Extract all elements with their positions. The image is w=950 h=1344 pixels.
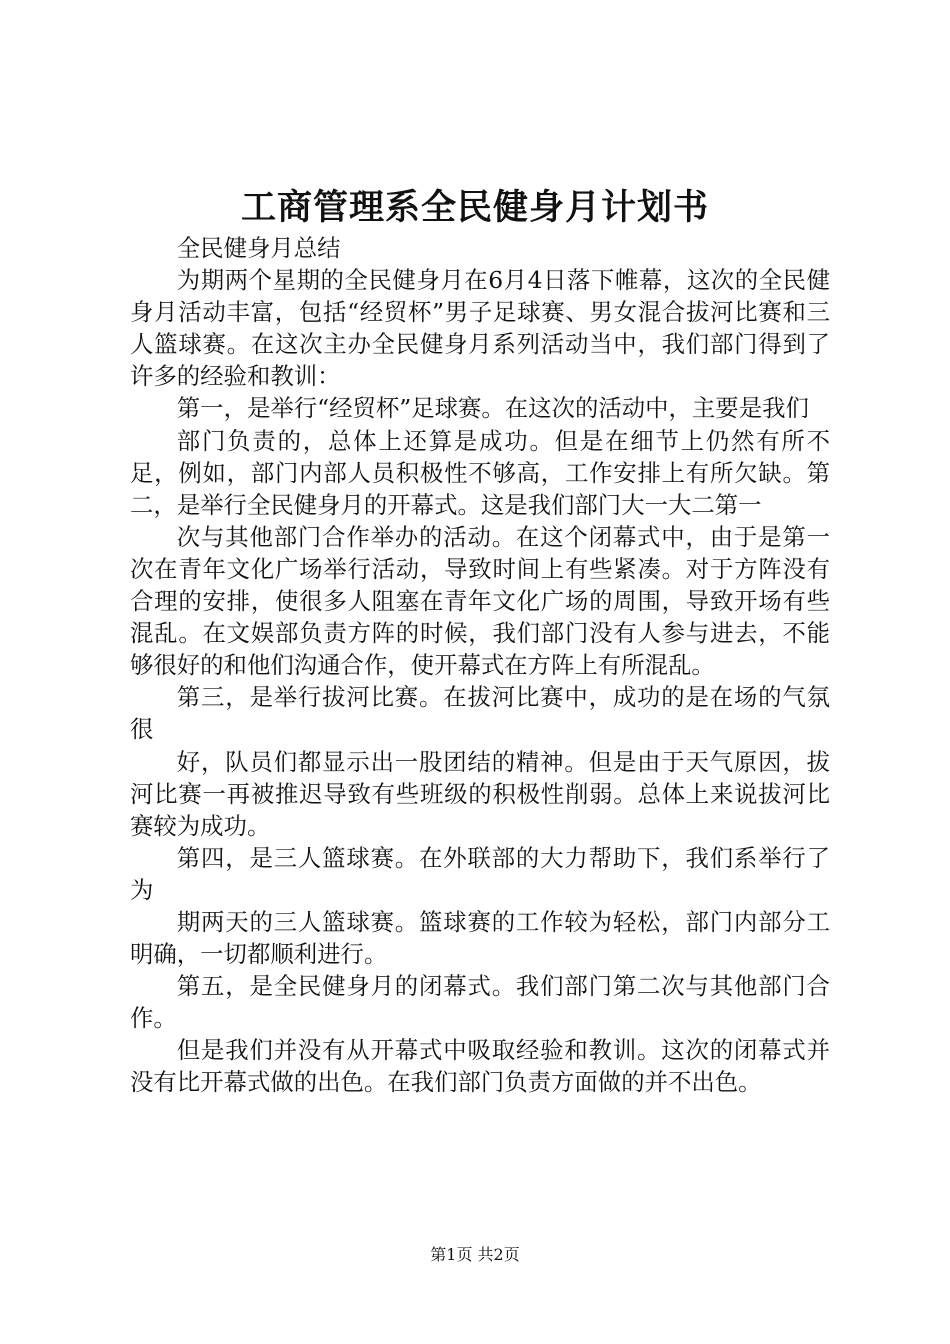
document-title: 工商管理系全民健身月计划书 (240, 187, 709, 228)
paragraph: 第一，是举行“经贸杯”足球赛。在这次的活动中，主要是我们 (176, 394, 809, 423)
paragraph: 第四，是三人篮球赛。在外联部的大力帮助下，我们系举行了为 (130, 843, 830, 904)
paragraph: 次与其他部门合作举办的活动。在这个闭幕式中，由于是第一次在青年文化广场举行活动，导致时间上有些紧凑。对于方阵没有合理的安排，使很多人阻塞在青年文化广场的周围，导致开场有些混乱。在文娱部负责方阵的时候，我们部门没有人参与进去，不能够很好的和他们沟通合作，使开幕式在方阵上有所混乱。 (130, 522, 830, 680)
document-body (130, 232, 830, 1099)
paragraph: 好，队员们都显示出一股团结的精神。但是由于天气原因，拔河比赛一再被推迟导致有些班级的积极性削弱。总体上来说拔河比赛较为成功。 (130, 747, 830, 840)
paragraph: 为期两个星期的全民健身月在6月4日落下帷幕，这次的全民健身月活动丰富，包括“经贸杯”男子足球赛、男女混合拔河比赛和三人篮球赛。在这次主办全民健身月系列活动当中，我们部门得到了许多的经验和教训： (130, 266, 830, 391)
paragraph: 全民健身月总结 (176, 234, 341, 262)
page-number-footer: 第1页 共2页 (430, 1245, 520, 1264)
paragraph: 期两天的三人篮球赛。篮球赛的工作较为轻松，部门内部分工明确，一切都顺利进行。 (130, 907, 830, 969)
paragraph: 第五，是全民健身月的闭幕式。我们部门第二次与其他部门合作。 (130, 972, 830, 1033)
paragraph: 但是我们并没有从开幕式中吸取经验和教训。这次的闭幕式并没有比开幕式做的出色。在我们部门负责方面做的并不出色。 (130, 1036, 830, 1097)
paragraph: 第三，是举行拔河比赛。在拔河比赛中，成功的是在场的气氛很 (130, 683, 830, 744)
paragraph: 部门负责的，总体上还算是成功。但是在细节上仍然有所不足，例如，部门内部人员积极性不够高，工作安排上有所欠缺。第二，是举行全民健身月的开幕式。这是我们部门大一大二第一 (130, 426, 830, 519)
